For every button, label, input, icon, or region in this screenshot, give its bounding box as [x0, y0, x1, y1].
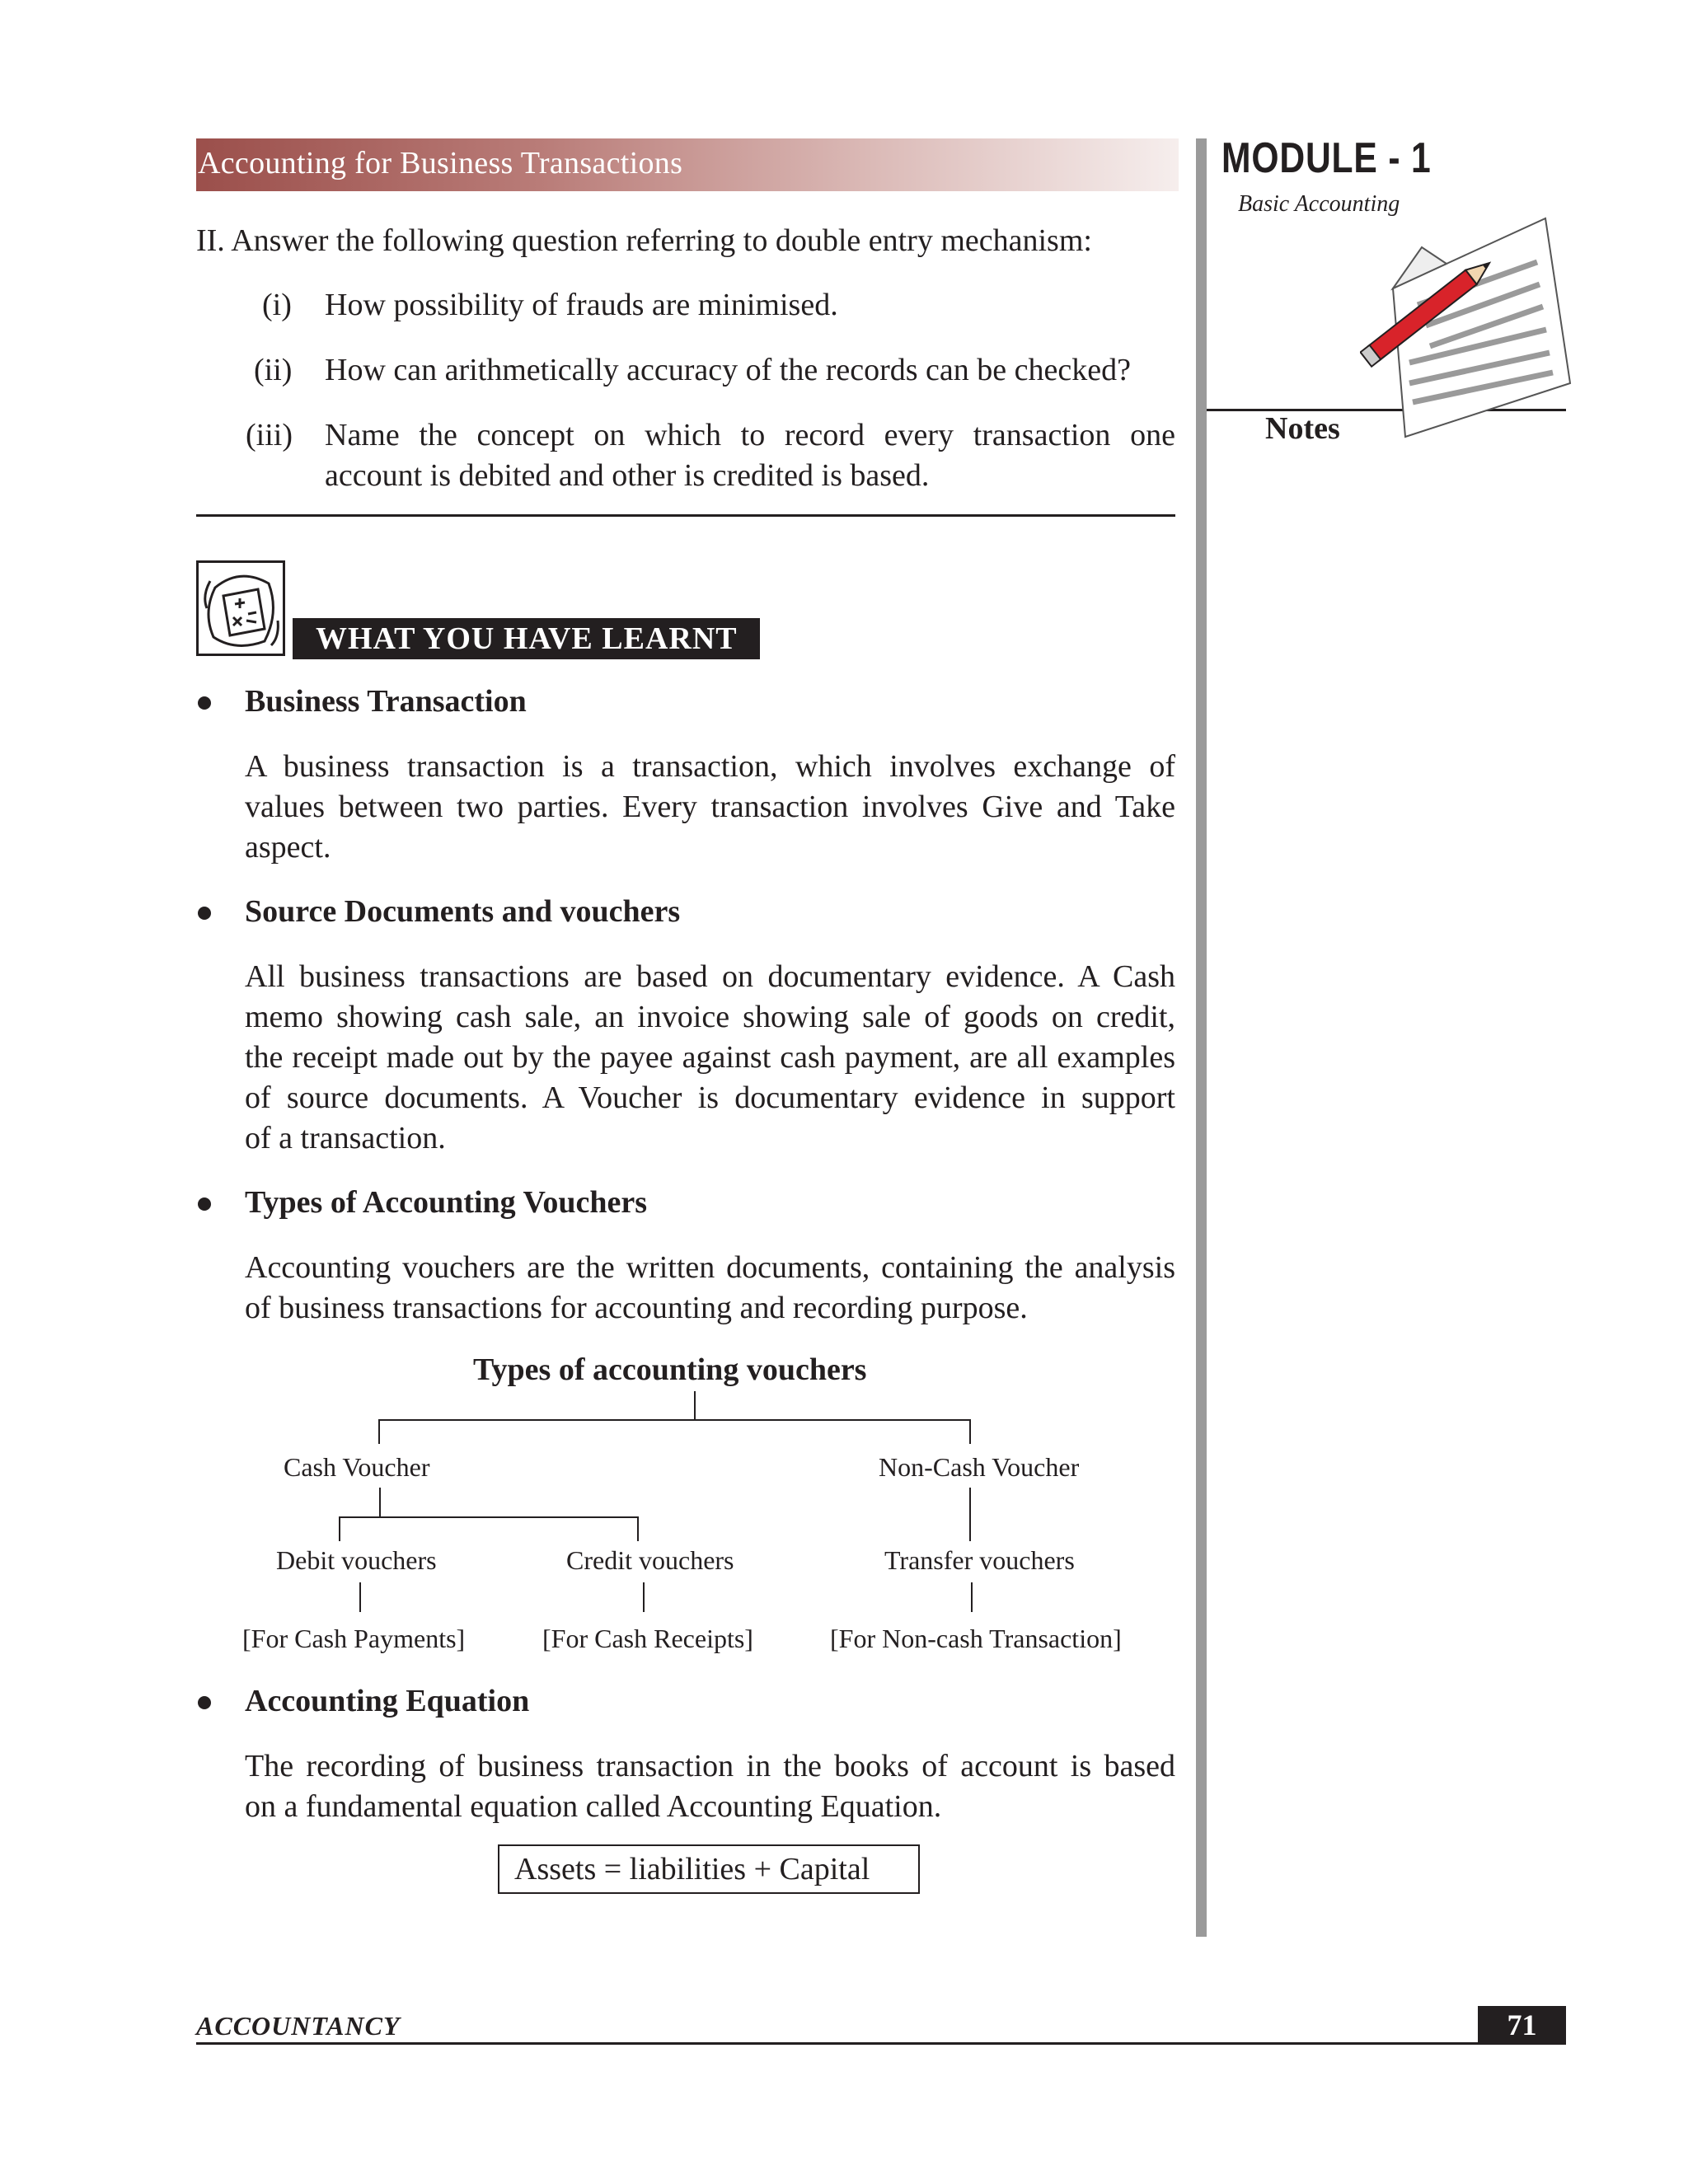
notepad-pencil-icon — [1360, 214, 1574, 445]
transfer-vouchers-node: Transfer vouchers — [884, 1545, 1075, 1575]
module-label: MODULE - 1 — [1221, 134, 1432, 182]
accounting-equation-box — [498, 1844, 920, 1894]
diagram-title: Types of accounting vouchers — [473, 1352, 867, 1387]
question-3-text-line1: Name the concept on which to record every transaction one — [325, 418, 1175, 452]
paragraph-line: Accounting vouchers are the written documents, containing the analysis — [245, 1250, 1175, 1285]
learnt-banner-text: WHAT YOU HAVE LEARNT — [316, 621, 738, 656]
question-1-text: How possibility of frauds are minimised. — [325, 288, 838, 322]
paragraph-line: the receipt made out by the payee against cash payment, are all examples — [245, 1040, 1175, 1075]
accounting-equation: Assets = liabilities + Capital — [514, 1852, 870, 1886]
bullet-icon — [198, 1197, 211, 1211]
tree-connector — [359, 1582, 361, 1612]
paragraph-line: All business transactions are based on documentary evidence. A Cash — [245, 959, 1175, 994]
paragraph-line: aspect. — [245, 830, 331, 865]
margin-divider — [1196, 138, 1207, 1937]
tree-connector — [378, 1419, 380, 1444]
paragraph-line: memo showing cash sale, an invoice showing sale of goods on credit, — [245, 1000, 1175, 1034]
paragraph-line: of a transaction. — [245, 1121, 446, 1155]
chapter-title: Accounting for Business Transactions — [198, 146, 683, 180]
bullet-icon — [198, 907, 211, 920]
question-intro: II. Answer the following question referring to double entry mechanism: — [196, 223, 1092, 258]
section-heading-source-documents: Source Documents and vouchers — [245, 894, 681, 929]
paragraph-line: of source documents. A Voucher is documentary evidence in support — [245, 1080, 1175, 1115]
paragraph-line: A business transaction is a transaction, which involves exchange of — [245, 749, 1175, 784]
non-cash-voucher-node: Non-Cash Voucher — [879, 1452, 1080, 1482]
tree-connector — [969, 1488, 971, 1541]
debit-vouchers-note: [For Cash Payments] — [242, 1624, 466, 1653]
paragraph-line: of business transactions for accounting and recording purpose. — [245, 1291, 1028, 1325]
tree-connector — [378, 1419, 971, 1421]
question-3-number: (iii) — [246, 418, 293, 452]
what-you-have-learnt-banner — [293, 618, 760, 659]
page-number: 71 — [1478, 2006, 1566, 2044]
tree-connector — [643, 1582, 645, 1612]
section-divider — [196, 514, 1175, 517]
tree-connector — [379, 1488, 381, 1517]
footer-subject: ACCOUNTANCY — [196, 2011, 401, 2041]
module-subtitle: Basic Accounting — [1238, 191, 1400, 217]
bullet-icon — [198, 1696, 211, 1709]
tree-connector — [339, 1516, 639, 1518]
footer-rule — [196, 2042, 1566, 2045]
question-2-text: How can arithmetically accuracy of the records can be checked? — [325, 353, 1131, 387]
question-1-number: (i) — [262, 288, 292, 322]
section-heading-types-of-vouchers: Types of Accounting Vouchers — [245, 1185, 648, 1220]
cash-voucher-node: Cash Voucher — [284, 1452, 430, 1482]
paragraph-line: on a fundamental equation called Accounting Equation. — [245, 1789, 942, 1824]
section-heading-business-transaction: Business Transaction — [245, 684, 527, 719]
section-heading-accounting-equation: Accounting Equation — [245, 1684, 530, 1718]
credit-vouchers-node: Credit vouchers — [566, 1545, 734, 1575]
notes-label: Notes — [1265, 411, 1340, 446]
tree-connector — [637, 1516, 639, 1541]
tree-connector — [694, 1391, 696, 1421]
paragraph-line: values between two parties. Every transaction involves Give and Take — [245, 790, 1175, 824]
transfer-vouchers-note: [For Non-cash Transaction] — [830, 1624, 1122, 1653]
credit-vouchers-note: [For Cash Receipts] — [542, 1624, 753, 1653]
debit-vouchers-node: Debit vouchers — [276, 1545, 437, 1575]
question-2-number: (ii) — [254, 353, 293, 387]
bullet-icon — [198, 696, 211, 710]
question-3-text-line2: account is debited and other is credited is based. — [325, 458, 930, 493]
tree-connector — [971, 1582, 973, 1612]
tree-connector — [339, 1516, 340, 1541]
calculator-sketch-icon — [196, 560, 285, 656]
paragraph-line: The recording of business transaction in the books of account is based — [245, 1749, 1175, 1783]
tree-connector — [969, 1419, 971, 1444]
chapter-header-bar — [196, 138, 1179, 191]
